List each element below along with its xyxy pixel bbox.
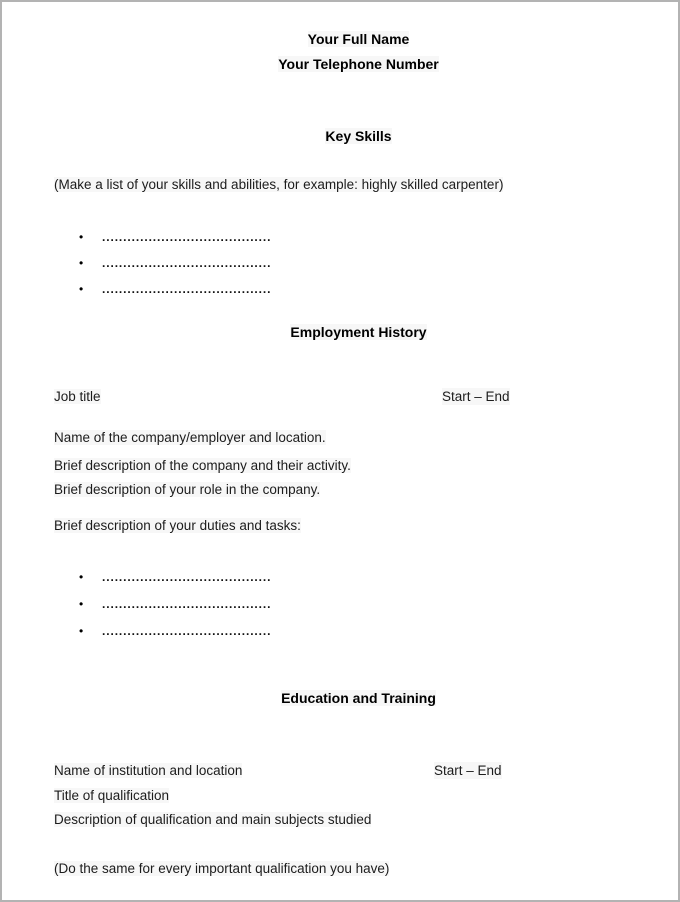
bullet-icon: • (79, 230, 84, 244)
full-name-placeholder (54, 31, 663, 48)
institution-label: Name of institution and location (54, 763, 243, 778)
full-name-text: Your Full Name (307, 31, 410, 47)
employment-history-heading-text: Employment History (290, 324, 427, 340)
education-note-text: (Do the same for every important qualification you have) (54, 861, 390, 876)
role-text: Brief description of your role in the company. (54, 482, 321, 497)
education-training-heading-text: Education and Training (281, 690, 436, 706)
dotted-line: ........................................ (102, 256, 272, 270)
company-name-line (54, 429, 663, 446)
education-date-range-label: Start – End (434, 763, 502, 778)
bullet-icon: • (79, 597, 84, 611)
duties-bullet-row (79, 622, 663, 640)
key-skills-heading (54, 128, 663, 145)
duties-label-line (54, 517, 663, 534)
dotted-line: ........................................ (102, 282, 272, 296)
duties-bullet-row (79, 568, 663, 586)
dotted-line: ........................................ (102, 570, 272, 584)
job-title-row (54, 388, 663, 405)
bullet-icon: • (79, 282, 84, 296)
bullet-icon: • (79, 570, 84, 584)
skills-bullet-row (79, 228, 663, 246)
company-name-text: Name of the company/employer and location. (54, 430, 326, 445)
key-skills-hint (54, 176, 663, 193)
education-training-heading (54, 690, 663, 707)
employment-date-range-label: Start – End (442, 389, 510, 404)
institution-row (54, 762, 663, 779)
qualification-description-line (54, 811, 663, 828)
company-activity-line (54, 457, 663, 474)
skills-bullet-row (79, 280, 663, 298)
telephone-placeholder (54, 56, 663, 73)
education-note-line (54, 860, 663, 877)
skills-bullet-row (79, 254, 663, 272)
telephone-text: Your Telephone Number (278, 56, 439, 72)
key-skills-heading-text: Key Skills (325, 128, 392, 144)
duties-bullet-row (79, 595, 663, 613)
qualification-title-text: Title of qualification (54, 788, 170, 803)
key-skills-hint-text: (Make a list of your skills and abilities, for example: highly skilled carpenter) (54, 177, 504, 192)
qualification-description-text: Description of qualification and main subjects studied (54, 812, 372, 827)
duties-label-text: Brief description of your duties and tasks: (54, 518, 301, 533)
employment-history-heading (54, 324, 663, 341)
qualification-title-line (54, 787, 663, 804)
bullet-icon: • (79, 256, 84, 270)
job-title-label: Job title (54, 389, 101, 404)
dotted-line: ........................................ (102, 230, 272, 244)
role-line (54, 481, 663, 498)
dotted-line: ........................................ (102, 597, 272, 611)
company-activity-text: Brief description of the company and their activity. (54, 458, 351, 473)
dotted-line: ........................................ (102, 624, 272, 638)
bullet-icon: • (79, 624, 84, 638)
